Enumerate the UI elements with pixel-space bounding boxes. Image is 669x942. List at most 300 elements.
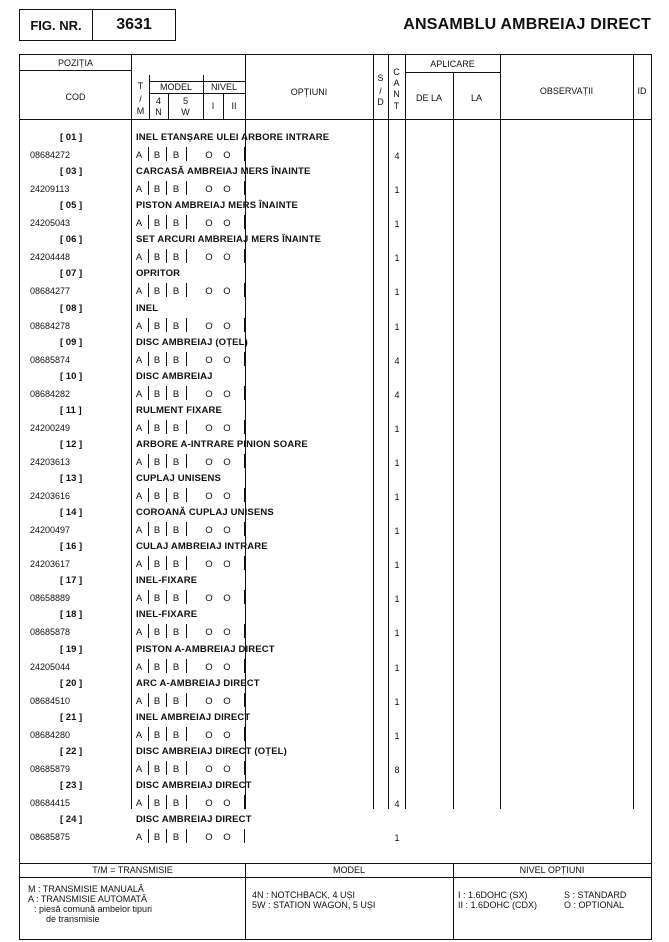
header-line	[149, 93, 245, 94]
cell-separator	[166, 727, 167, 741]
part-level-i: O	[205, 218, 213, 230]
part-level-ii: O	[223, 832, 231, 843]
part-position: [ 05 ]	[60, 200, 83, 212]
part-model-5w: B	[172, 184, 180, 196]
part-transmission: A	[135, 388, 143, 400]
table-row	[20, 603, 651, 637]
table-row	[20, 228, 651, 262]
table-row	[20, 740, 651, 774]
part-description: INEL	[136, 302, 159, 314]
table-row	[20, 774, 651, 808]
part-transmission: A	[135, 150, 143, 161]
cell-separator	[186, 829, 187, 843]
cell-separator	[148, 386, 149, 400]
cell-separator	[244, 352, 245, 366]
part-level-ii: O	[223, 252, 231, 264]
part-code: 08684510	[30, 695, 71, 706]
cell-separator	[166, 215, 167, 229]
part-level-i: O	[205, 354, 213, 366]
part-position: [ 09 ]	[60, 336, 83, 348]
part-model-5w: B	[172, 491, 180, 502]
part-level-ii: O	[223, 320, 231, 332]
table-row	[20, 262, 651, 296]
cell-separator	[186, 147, 187, 161]
cell-separator	[186, 761, 187, 775]
part-code: 08684272	[30, 150, 71, 160]
cell-separator	[244, 420, 245, 434]
figure-number-box	[19, 9, 176, 41]
table-row	[20, 297, 651, 331]
cell-separator	[148, 693, 149, 707]
table-row	[20, 365, 651, 399]
part-level-ii: O	[223, 763, 231, 775]
cell-separator	[166, 454, 167, 468]
observatii-header: OBSERVAȚII	[539, 86, 594, 96]
parts-table	[19, 54, 652, 940]
part-position: [ 13 ]	[60, 473, 83, 484]
figure-number: 3631	[116, 16, 152, 33]
cell-separator	[244, 522, 245, 536]
cell-separator	[148, 454, 149, 468]
part-position: [ 14 ]	[60, 507, 83, 519]
part-transmission: A	[135, 593, 143, 605]
document-title: ANSAMBLU AMBREIAJ DIRECT	[403, 16, 651, 33]
part-transmission: A	[135, 832, 143, 843]
part-code: 08685878	[30, 627, 71, 638]
part-model-5w: B	[172, 422, 180, 434]
part-level-i: O	[205, 184, 213, 196]
part-level-ii: O	[223, 627, 231, 639]
cell-separator	[186, 283, 187, 297]
part-code: 24204448	[30, 252, 71, 263]
part-level-ii: O	[223, 388, 231, 400]
part-description: DISC AMBREIAJ DIRECT	[136, 814, 252, 825]
part-quantity: 1	[394, 321, 400, 332]
cod-header: COD	[65, 92, 86, 102]
part-transmission: A	[135, 422, 143, 434]
tm-header-slash: /	[139, 94, 142, 104]
part-code: 24203613	[30, 456, 71, 467]
cell-separator	[166, 590, 167, 604]
part-position: [ 19 ]	[60, 643, 83, 655]
cell-separator	[166, 386, 167, 400]
part-level-i: O	[205, 729, 213, 741]
part-code: 08685874	[30, 354, 71, 365]
part-description: OPRITOR	[136, 268, 181, 280]
cell-separator	[148, 522, 149, 536]
pozitia-header: POZIȚIA	[57, 58, 93, 68]
part-code: 08684282	[30, 388, 71, 399]
part-position: [ 08 ]	[60, 302, 83, 314]
part-transmission: A	[135, 354, 143, 366]
part-transmission: A	[135, 491, 143, 502]
table-row	[20, 399, 651, 433]
part-quantity: 1	[394, 492, 400, 502]
part-model-4n: B	[153, 559, 161, 571]
part-position: [ 23 ]	[60, 779, 83, 791]
part-quantity: 1	[394, 560, 400, 571]
cell-separator	[148, 624, 149, 638]
legend-tm-a: A : TRANSMISIE AUTOMATĂ	[28, 894, 148, 904]
part-model-4n: B	[153, 320, 161, 332]
part-code: 08684278	[30, 320, 71, 331]
part-transmission: A	[135, 320, 143, 332]
cant-header-t: T	[393, 101, 400, 111]
table-row	[20, 569, 651, 603]
table-row	[20, 126, 651, 160]
legend-tm-m: M : TRANSMISIE MANUALĂ	[28, 884, 144, 894]
part-level-i: O	[205, 286, 213, 298]
table-row	[20, 808, 651, 842]
part-position: [ 17 ]	[60, 575, 83, 587]
part-quantity: 4	[394, 798, 400, 809]
id-header: ID	[637, 86, 647, 96]
part-model-5w: B	[172, 218, 180, 230]
cell-separator	[166, 352, 167, 366]
table-row	[20, 331, 651, 365]
cell-separator	[186, 693, 187, 707]
part-model-4n: B	[153, 593, 161, 605]
part-level-i: O	[205, 150, 213, 161]
part-position: [ 10 ]	[60, 370, 83, 382]
cell-separator	[186, 624, 187, 638]
part-model-4n: B	[153, 661, 161, 673]
part-description: ARBORE A-INTRARE PINION SOARE	[136, 438, 308, 450]
part-level-ii: O	[223, 593, 231, 605]
part-model-5w: B	[172, 729, 180, 741]
part-code: 08685875	[30, 832, 71, 842]
part-quantity: 4	[394, 389, 400, 400]
part-position: [ 21 ]	[60, 711, 83, 723]
part-level-ii: O	[223, 695, 231, 707]
part-quantity: 1	[394, 287, 400, 298]
cell-separator	[148, 352, 149, 366]
part-model-5w: B	[172, 559, 180, 571]
part-transmission: A	[135, 525, 143, 537]
cell-separator	[244, 318, 245, 332]
table-row	[20, 501, 651, 535]
part-transmission: A	[135, 627, 143, 639]
cell-separator	[148, 318, 149, 332]
cell-separator	[244, 386, 245, 400]
part-description: COROANĂ CUPLAJ UNISENS	[136, 507, 274, 519]
part-transmission: A	[135, 763, 143, 775]
sd-header-s: S	[377, 73, 384, 83]
tm-header-m: M	[136, 106, 145, 116]
cell-separator	[186, 522, 187, 536]
tm-header-t: T	[137, 81, 144, 91]
part-level-ii: O	[223, 729, 231, 741]
part-level-i: O	[205, 525, 213, 537]
part-description: DISC AMBREIAJ DIRECT	[136, 779, 252, 791]
part-transmission: A	[135, 252, 143, 264]
part-description: CUPLAJ UNISENS	[136, 473, 221, 484]
part-code: 24205044	[30, 661, 71, 672]
cell-separator	[166, 693, 167, 707]
la-header: LA	[470, 93, 482, 103]
sd-header-slash: /	[379, 86, 382, 96]
part-model-5w: B	[172, 252, 180, 264]
legend-model-title: MODEL	[332, 865, 365, 875]
legend-header-line	[20, 877, 651, 878]
part-code: 24203617	[30, 559, 71, 570]
cell-separator	[166, 318, 167, 332]
part-quantity: 1	[394, 730, 400, 741]
cell-separator	[186, 556, 187, 570]
part-level-i: O	[205, 832, 213, 843]
part-description: PISTON A-AMBREIAJ DIRECT	[136, 643, 275, 655]
part-position: [ 24 ]	[60, 814, 83, 825]
cell-separator	[148, 215, 149, 229]
part-level-i: O	[205, 695, 213, 707]
part-level-ii: O	[223, 559, 231, 571]
part-model-5w: B	[172, 797, 180, 809]
part-model-4n: B	[153, 525, 161, 537]
part-level-ii: O	[223, 218, 231, 230]
cell-separator	[166, 181, 167, 195]
cell-separator	[244, 624, 245, 638]
cell-separator	[186, 454, 187, 468]
part-model-5w: B	[172, 320, 180, 332]
part-position: [ 03 ]	[60, 166, 83, 178]
part-transmission: A	[135, 729, 143, 741]
legend-nivel-i: I : 1.6DOHC (SX)	[458, 890, 528, 900]
part-transmission: A	[135, 559, 143, 571]
cell-separator	[244, 590, 245, 604]
nivel-ii-header: II	[231, 101, 237, 111]
cell-separator	[244, 488, 245, 502]
legend-nivel-ii: II : 1.6DOHC (CDX)	[458, 900, 538, 910]
legend-tm-title: T/M = TRANSMISIE	[92, 865, 173, 875]
part-level-i: O	[205, 320, 213, 332]
table-row	[20, 433, 651, 467]
part-model-4n: B	[153, 491, 161, 502]
part-code: 24203616	[30, 491, 71, 501]
figure-label: FIG. NR.	[20, 10, 93, 40]
cant-header-c: C	[393, 67, 400, 77]
cant-header-n: N	[393, 89, 400, 99]
cell-separator	[148, 181, 149, 195]
part-description: DISC AMBREIAJ	[136, 370, 213, 382]
part-transmission: A	[135, 661, 143, 673]
part-position: [ 11 ]	[60, 404, 82, 416]
cell-separator	[148, 556, 149, 570]
part-level-ii: O	[223, 422, 231, 434]
part-position: [ 18 ]	[60, 609, 83, 621]
nivel-header: NIVEL	[210, 82, 237, 92]
part-position: [ 22 ]	[60, 745, 83, 757]
part-level-ii: O	[223, 150, 231, 161]
table-row	[20, 160, 651, 194]
cell-separator	[166, 283, 167, 297]
table-row	[20, 467, 651, 501]
part-model-4n: B	[153, 388, 161, 400]
part-code: 08684280	[30, 729, 71, 740]
cell-separator	[186, 727, 187, 741]
cell-separator	[186, 249, 187, 263]
header-line	[20, 70, 131, 71]
part-model-4n: B	[153, 832, 161, 843]
part-model-4n: B	[153, 627, 161, 639]
part-code: 24200249	[30, 422, 71, 433]
part-description: DISC AMBREIAJ DIRECT (OȚEL)	[136, 745, 287, 757]
part-description: SET ARCURI AMBREIAJ MERS ÎNAINTE	[136, 234, 322, 246]
cell-separator	[186, 386, 187, 400]
cell-separator	[148, 829, 149, 843]
part-level-i: O	[205, 627, 213, 639]
part-quantity: 1	[394, 696, 400, 707]
part-level-ii: O	[223, 491, 231, 502]
legend-model-5w: 5W : STATION WAGON, 5 UȘI	[252, 900, 376, 910]
part-quantity: 1	[394, 185, 400, 196]
table-row	[20, 672, 651, 706]
cell-separator	[244, 283, 245, 297]
cell-separator	[186, 795, 187, 809]
cell-separator	[244, 249, 245, 263]
sd-header-d: D	[377, 97, 384, 107]
part-transmission: A	[135, 695, 143, 707]
cell-separator	[148, 590, 149, 604]
part-code: 24209113	[30, 184, 70, 195]
cell-separator	[244, 147, 245, 161]
table-row	[20, 706, 651, 740]
part-level-i: O	[205, 491, 213, 502]
cell-separator	[244, 181, 245, 195]
part-level-i: O	[205, 661, 213, 673]
part-position: [ 06 ]	[60, 234, 83, 246]
part-model-4n: B	[153, 218, 161, 230]
part-quantity: 1	[394, 253, 400, 264]
model-4-header: 4	[155, 96, 161, 106]
part-quantity: 1	[394, 423, 400, 434]
cell-separator	[186, 352, 187, 366]
legend-top-line	[20, 863, 651, 864]
part-description: ARC A-AMBREIAJ DIRECT	[136, 677, 260, 689]
part-description: INEL ETANȘARE ULEI ARBORE INTRARE	[136, 132, 330, 143]
legend-tm-common-2: de transmisie	[46, 914, 100, 924]
cell-separator	[186, 659, 187, 673]
cell-separator	[166, 761, 167, 775]
part-quantity: 1	[394, 628, 400, 639]
part-code: 08658889	[30, 593, 71, 604]
part-position: [ 16 ]	[60, 541, 83, 553]
cell-separator	[244, 556, 245, 570]
part-quantity: 1	[394, 457, 400, 468]
cell-separator	[244, 829, 245, 843]
cant-header-a: A	[393, 78, 400, 88]
part-code: 08684415	[30, 797, 71, 808]
part-level-i: O	[205, 388, 213, 400]
cell-separator	[244, 454, 245, 468]
part-level-i: O	[205, 797, 213, 809]
cell-separator	[244, 693, 245, 707]
part-model-5w: B	[172, 661, 180, 673]
legend-tm-common: : piesă comună ambelor tipuri	[34, 904, 153, 914]
part-model-5w: B	[172, 695, 180, 707]
table-row	[20, 638, 651, 672]
part-level-ii: O	[223, 286, 231, 298]
part-position: [ 01 ]	[60, 132, 83, 143]
model-w-header: W	[181, 107, 190, 117]
part-level-ii: O	[223, 525, 231, 537]
aplicare-header: APLICARE	[430, 59, 475, 69]
nivel-i-header: I	[211, 101, 215, 111]
part-quantity: 1	[394, 662, 400, 673]
cell-separator	[186, 215, 187, 229]
cell-separator	[148, 420, 149, 434]
cell-separator	[148, 147, 149, 161]
part-model-5w: B	[172, 388, 180, 400]
part-model-5w: B	[172, 525, 180, 537]
optiuni-header: OPȚIUNI	[290, 87, 328, 97]
part-description: INEL AMBREIAJ DIRECT	[136, 711, 251, 723]
part-model-4n: B	[153, 456, 161, 468]
cell-separator	[186, 488, 187, 502]
part-description: PISTON AMBREIAJ MERS ÎNAINTE	[136, 200, 299, 212]
part-code: 24200497	[30, 525, 71, 536]
part-level-ii: O	[223, 354, 231, 366]
model-5-header: 5	[182, 96, 188, 106]
cell-separator	[148, 659, 149, 673]
part-model-5w: B	[172, 627, 180, 639]
table-row	[20, 194, 651, 228]
part-description: CARCASĂ AMBREIAJ MERS ÎNAINTE	[136, 166, 311, 178]
cell-separator	[244, 215, 245, 229]
part-quantity: 4	[394, 151, 400, 161]
cell-separator	[148, 488, 149, 502]
part-model-4n: B	[153, 729, 161, 741]
part-quantity: 1	[394, 219, 400, 230]
part-model-4n: B	[153, 763, 161, 775]
part-description: CULAJ AMBREIAJ INTRARE	[136, 541, 268, 553]
part-quantity: 8	[394, 764, 400, 775]
part-model-5w: B	[172, 593, 180, 605]
part-quantity: 4	[394, 355, 400, 366]
cell-separator	[186, 181, 187, 195]
part-level-i: O	[205, 252, 213, 264]
cell-separator	[166, 829, 167, 843]
cell-separator	[244, 727, 245, 741]
part-description: DISC AMBREIAJ (OȚEL)	[136, 336, 248, 348]
part-model-4n: B	[153, 252, 161, 264]
table-row	[20, 535, 651, 569]
part-code: 08684277	[30, 286, 71, 297]
part-model-4n: B	[153, 797, 161, 809]
part-description: INEL-FIXARE	[136, 609, 198, 621]
legend-opt-optional: O : OPTIONAL	[564, 900, 625, 910]
part-position: [ 20 ]	[60, 677, 83, 689]
part-quantity: 1	[394, 833, 400, 843]
part-transmission: A	[135, 286, 143, 298]
part-level-i: O	[205, 763, 213, 775]
part-level-i: O	[205, 456, 213, 468]
cell-separator	[148, 283, 149, 297]
model-n-header: N	[155, 107, 162, 117]
cell-separator	[148, 761, 149, 775]
part-level-i: O	[205, 593, 213, 605]
part-level-ii: O	[223, 797, 231, 809]
part-transmission: A	[135, 797, 143, 809]
cell-separator	[148, 795, 149, 809]
cell-separator	[166, 147, 167, 161]
part-model-4n: B	[153, 184, 161, 196]
part-model-5w: B	[172, 354, 180, 366]
cell-separator	[166, 249, 167, 263]
header-bottom-line	[20, 119, 651, 120]
part-level-i: O	[205, 559, 213, 571]
cell-separator	[166, 795, 167, 809]
cell-separator	[148, 249, 149, 263]
